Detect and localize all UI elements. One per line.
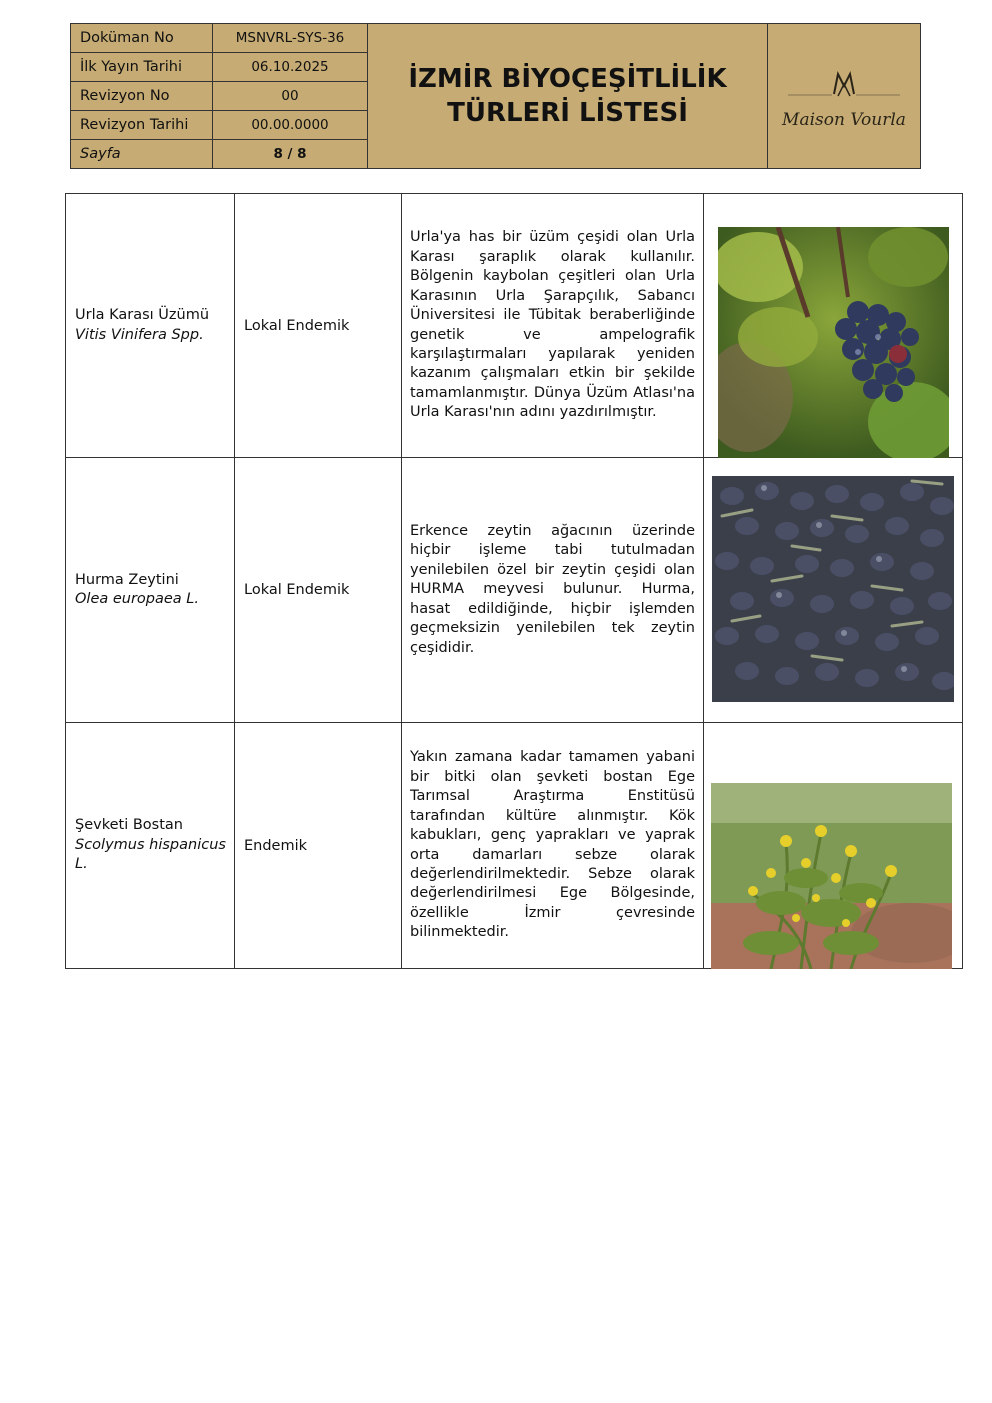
document-header [70,23,921,169]
common-name: Urla Karası Üzümü [75,307,210,323]
table-row [66,194,963,458]
meta-row-page [71,140,367,168]
meta-label: Revizyon Tarihi [71,111,213,139]
meta-label: Doküman No [71,24,213,52]
species-table [65,193,963,969]
meta-row-revision-date [71,111,367,140]
common-name: Hurma Zeytini [75,571,179,588]
document-meta-table [71,24,367,168]
species-name-cell [66,194,235,458]
scientific-name: Scolymus hispanicus L. [75,836,226,873]
logo-wordmark: Maison Vourla [782,110,906,130]
species-name-cell [66,458,235,723]
olives-photo [712,476,954,702]
scientific-name: Vitis Vinifera Spp. [75,326,204,343]
meta-label: Revizyon No [71,82,213,110]
meta-value: 06.10.2025 [251,59,329,75]
species-status: Lokal Endemik [235,458,402,723]
grape-cluster-photo [718,227,949,458]
meta-row-revision-no [71,82,367,111]
meta-value: 00.00.0000 [251,117,329,133]
title-line-1: İZMİR BİYOÇEŞİTLİLİK [408,64,727,94]
meta-row-document-no [71,24,367,53]
species-image-cell [704,194,963,458]
common-name: Şevketi Bostan [75,817,183,834]
meta-label: İlk Yayın Tarihi [71,53,213,81]
scientific-name: Olea europaea L. [75,591,199,607]
species-status: Endemik [235,723,402,969]
meta-value: 8 / 8 [273,146,307,162]
species-status: Lokal Endemik [235,194,402,458]
company-logo [768,24,920,168]
meta-value: 00 [281,88,299,104]
species-name-cell [66,723,235,969]
species-image-cell [704,723,963,969]
species-description: Erkence zeytin ağacının üzerinde hiçbir işleme tabi tutulmadan yenilebilen özel bir zeytin çeşidi olan HURMA meyvesi bulunur. Hurma, hasat edildiğinde, hiçbir işlemden geçmeksizin yenilebilen tek zeytin çeşididir. [402,458,704,723]
meta-label: Sayfa [71,140,213,168]
title-line-2: TÜRLERİ LİSTESİ [447,98,688,128]
table-row [66,458,963,723]
logo-monogram-icon [768,24,920,104]
meta-value: MSNVRL-SYS-36 [235,30,345,46]
thistle-plant-photo [711,783,952,969]
document-title [367,24,768,168]
species-description: Urla'ya has bir üzüm çeşidi olan Urla Karası şaraplık olarak kullanılır. Bölgenin kaybolan çeşitleri olan Urla Karasının Urla Şarapçılık, Sabancı Üniversitesi ile Tübitak beraberliğinde genetik ve ampelografik karşılaştırmaları yapılarak yeniden kazanım çalışmaları etkin bir şekilde tamamlanmıştır. Dünya Üzüm Atlası'na Urla Karası'nın adını yazdırılmıştır. [402,194,704,458]
species-description: Yakın zamana kadar tamamen yabani bir bitki olan şevketi bostan Ege Tarımsal Araştırma Enstitüsü tarafından kültüre alınmıştır. Kök kabukları, genç yaprakları ve yaprak orta damarları sebze olarak değerlendirilmektedir. Sebze olarak değerlendirilmesi Ege Bölgesinde, özellikle İzmir çevresinde bilinmektedir. [402,723,704,969]
table-row [66,723,963,969]
meta-row-first-publish-date [71,53,367,82]
species-image-cell [704,458,963,723]
